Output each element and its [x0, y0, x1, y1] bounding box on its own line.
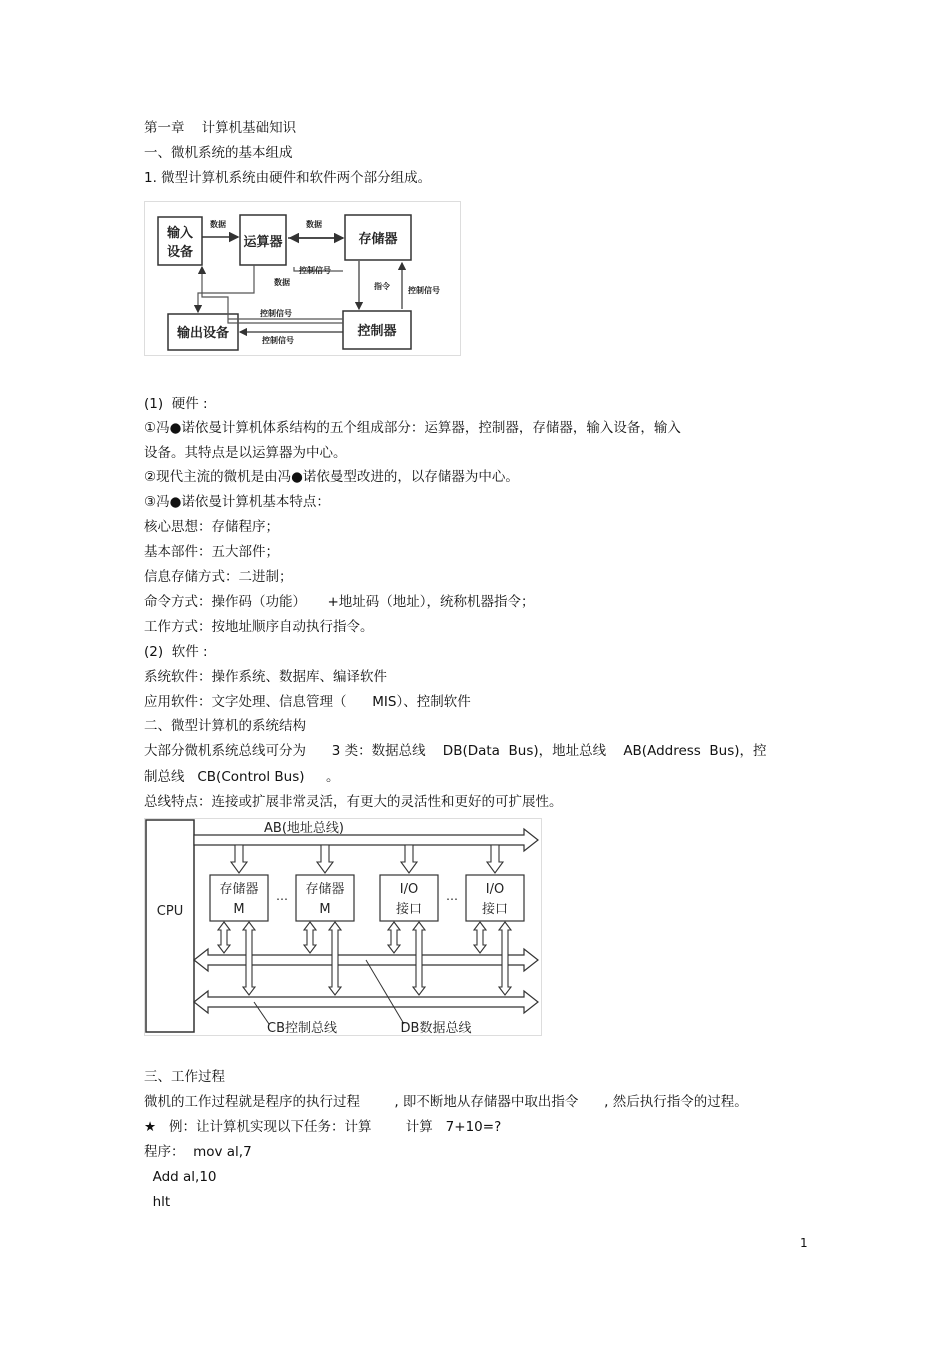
paragraph: 微机的工作过程就是程序的执行过程 , 即不断地从存储器中取出指令 , 然后执行指令的过程。	[144, 1094, 748, 1110]
paragraph: 1. 微型计算机系统由硬件和软件两个部分组成。	[144, 170, 432, 186]
svg-text:M: M	[319, 902, 331, 917]
paragraph: 核心思想：存储程序；	[144, 519, 279, 535]
section-heading-1: 一、微机系统的基本组成	[144, 145, 293, 161]
label-data-1: 数据	[210, 220, 226, 229]
paragraph: ①冯●诺依曼计算机体系结构的五个组成部分：运算器，控制器，存储器，输入设备，输入	[144, 420, 681, 436]
paragraph: 工作方式：按地址顺序自动执行指令。	[144, 619, 374, 635]
output-device-label: 输出设备	[176, 326, 230, 341]
paragraph: ③冯●诺依曼计算机基本特点：	[144, 494, 330, 510]
ellipsis-2: …	[446, 889, 458, 903]
cb-bus-label: CB控制总线	[267, 1021, 337, 1036]
paragraph: 设备。其特点是以运算器为中心。	[144, 445, 347, 461]
label-instr: 指令	[374, 282, 390, 291]
svg-text:接口: 接口	[395, 902, 423, 917]
label-ctrl-2: 控制信号	[408, 286, 440, 295]
input-device-label-2: 设备	[166, 245, 194, 260]
svg-text:I/O: I/O	[485, 882, 505, 897]
program-line: hlt	[144, 1194, 171, 1210]
ab-bus-label: AB(地址总线)	[264, 821, 344, 836]
paragraph: 信息存储方式：二进制；	[144, 569, 293, 585]
svg-text:存储器: 存储器	[305, 882, 345, 897]
von-neumann-diagram	[144, 201, 461, 356]
ellipsis-1: …	[276, 889, 288, 903]
label-ctrl-3: 控制信号	[260, 309, 292, 318]
module-io-1	[380, 875, 438, 921]
bus-structure-diagram	[144, 818, 542, 1036]
paragraph: 系统软件：操作系统、数据库、编译软件	[144, 669, 387, 685]
paragraph: 大部分微机系统总线可分为 3 类：数据总线 DB(Data Bus)，地址总线 AB(Address Bus)，控	[144, 743, 767, 759]
paragraph: 命令方式：操作码（功能） +地址码（地址），统称机器指令；	[144, 594, 535, 610]
svg-text:M: M	[233, 902, 245, 917]
hardware-heading: (1) 硬件 :	[144, 396, 208, 412]
section-heading-2: 二、微型计算机的系统结构	[144, 718, 306, 734]
paragraph: 基本部件：五大部件；	[144, 544, 279, 560]
label-data-3: 数据	[274, 278, 290, 287]
module-memory-1	[210, 875, 268, 921]
page-number: 1	[800, 1236, 808, 1250]
cpu-label: CPU	[156, 904, 184, 919]
paragraph: 总线特点：连接或扩展非常灵活，有更大的灵活性和更好的可扩展性。	[144, 794, 563, 810]
label-ctrl-4: 控制信号	[262, 336, 294, 345]
section-heading-3: 三、工作过程	[144, 1069, 225, 1085]
paragraph: 应用软件：文字处理、信息管理（ MIS）、控制软件	[144, 694, 471, 710]
chapter-title: 第一章 计算机基础知识	[144, 120, 297, 136]
svg-text:I/O: I/O	[399, 882, 419, 897]
cpu-box	[146, 820, 194, 1032]
label-data-2: 数据	[306, 220, 322, 229]
label-ctrl-1: 控制信号	[299, 266, 331, 275]
paragraph: ★ 例：让计算机实现以下任务：计算 计算 7+10=?	[144, 1119, 502, 1135]
program-line: Add al,10	[144, 1169, 217, 1185]
svg-text:接口: 接口	[481, 902, 509, 917]
program-line: 程序： mov al,7	[144, 1144, 252, 1160]
input-device-label: 输入	[166, 226, 194, 241]
svg-text:存储器: 存储器	[219, 882, 259, 897]
alu-label: 运算器	[243, 235, 283, 250]
module-io-2	[466, 875, 524, 921]
memory-label: 存储器	[358, 232, 398, 247]
software-heading: (2) 软件 :	[144, 644, 208, 660]
db-bus-label: DB数据总线	[400, 1021, 472, 1036]
controller-label: 控制器	[357, 324, 397, 339]
paragraph: ②现代主流的微机是由冯●诺依曼型改进的，以存储器为中心。	[144, 469, 519, 485]
paragraph: 制总线 CB(Control Bus) 。	[144, 769, 340, 785]
module-memory-2	[296, 875, 354, 921]
